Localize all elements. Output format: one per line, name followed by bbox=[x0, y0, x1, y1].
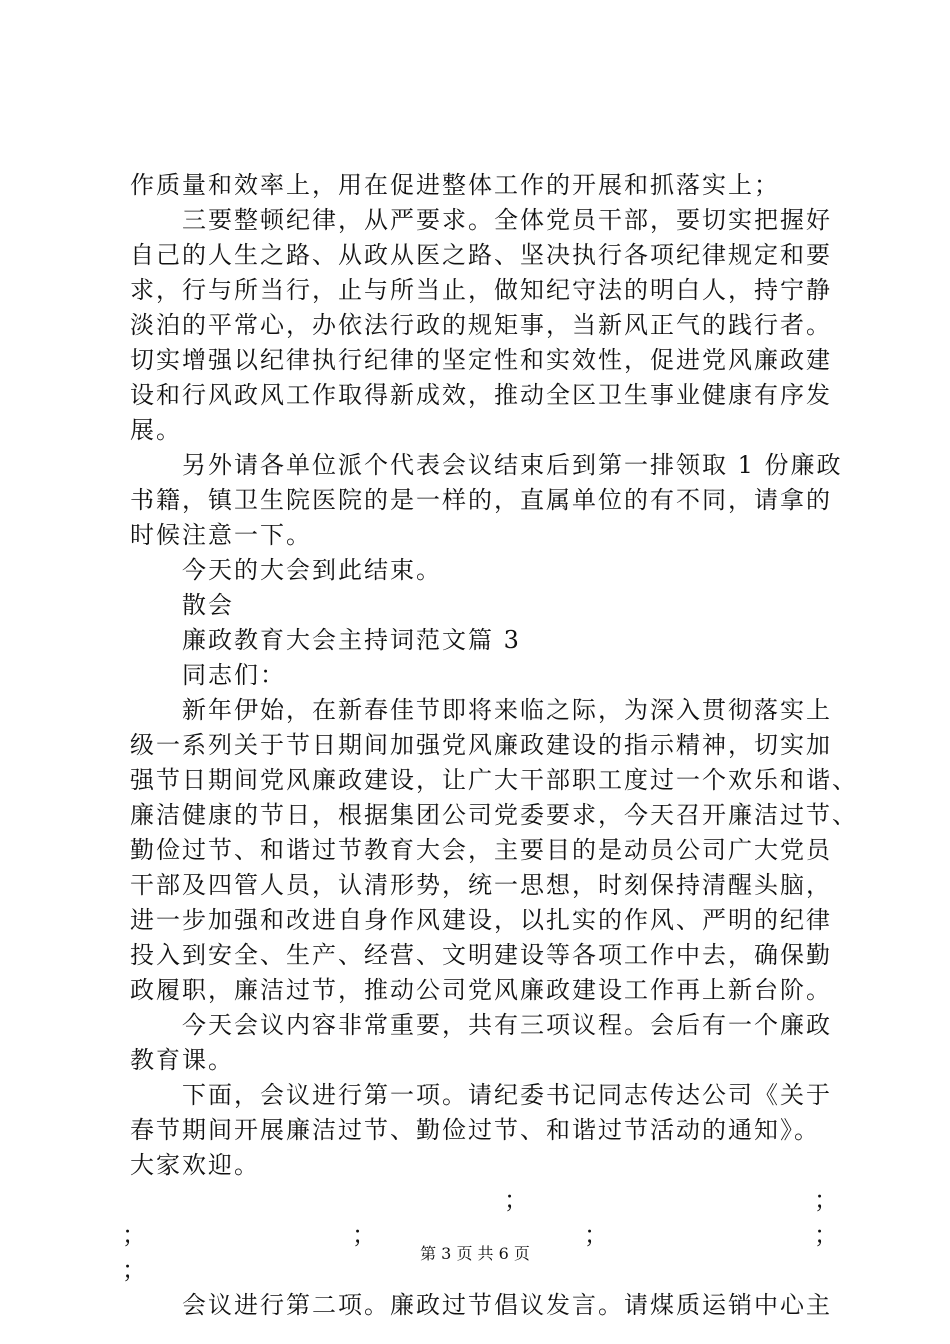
text-line: 春节期间开展廉洁过节、勤俭过节、和谐过节活动的通知》。 bbox=[130, 1116, 820, 1144]
text-line: 淡泊的平常心，办依法行政的规矩事，当新风正气的践行者。 bbox=[130, 311, 832, 339]
page-number-footer: 第 3 页 共 6 页 bbox=[420, 1244, 530, 1263]
text-line: 勤俭过节、和谐过节教育大会，主要目的是动员公司广大党员 bbox=[130, 836, 832, 864]
text-line: 大家欢迎。 bbox=[130, 1151, 260, 1179]
text-line: 下面，会议进行第一项。请纪委书记同志传达公司《关于 bbox=[130, 1081, 832, 1109]
semicolon-mark: ； bbox=[122, 1221, 146, 1249]
text-line: 会议进行第二项。廉政过节倡议发言。请煤质运销中心主 bbox=[130, 1291, 832, 1319]
text-line: 今天的大会到此结束。 bbox=[130, 556, 442, 584]
text-line: 三要整顿纪律，从严要求。全体党员干部，要切实把握好 bbox=[130, 206, 832, 234]
text-line: 另外请各单位派个代表会议结束后到第一排领取 1 份廉政 bbox=[130, 451, 843, 479]
semicolon-mark: ； bbox=[352, 1221, 376, 1249]
semicolon-mark: ； bbox=[814, 1186, 838, 1214]
text-line: 自己的人生之路、从政从医之路、坚决执行各项纪律规定和要 bbox=[130, 241, 832, 269]
section-heading: 廉政教育大会主持词范文篇 3 bbox=[130, 626, 521, 654]
text-line: 切实增强以纪律执行纪律的坚定性和实效性，促进党风廉政建 bbox=[130, 346, 832, 374]
text-line: 投入到安全、生产、经营、文明建设等各项工作中去，确保勤 bbox=[130, 941, 832, 969]
semicolon-mark: ； bbox=[504, 1186, 528, 1214]
text-line: 级一系列关于节日期间加强党风廉政建设的指示精神，切实加 bbox=[130, 731, 832, 759]
text-line: 书籍，镇卫生院医院的是一样的，直属单位的有不同，请拿的 bbox=[130, 486, 832, 514]
text-line: 新年伊始，在新春佳节即将来临之际，为深入贯彻落实上 bbox=[130, 696, 832, 724]
semicolon-mark: ； bbox=[122, 1256, 146, 1284]
text-line: 展。 bbox=[130, 416, 182, 444]
text-line: 教育课。 bbox=[130, 1046, 234, 1074]
text-line: 今天会议内容非常重要，共有三项议程。会后有一个廉政 bbox=[130, 1011, 832, 1039]
text-line: 干部及四管人员，认清形势，统一思想，时刻保持清醒头脑， bbox=[130, 871, 832, 899]
semicolon-mark: ； bbox=[814, 1221, 838, 1249]
text-line: 时候注意一下。 bbox=[130, 521, 312, 549]
semicolon-row bbox=[130, 1183, 838, 1218]
text-line: 求，行与所当行，止与所当止，做知纪守法的明白人，持宁静 bbox=[130, 276, 832, 304]
text-line: 散会 bbox=[130, 591, 234, 619]
semicolon-mark: ； bbox=[584, 1221, 608, 1249]
text-line: 作质量和效率上，用在促进整体工作的开展和抓落实上； bbox=[130, 171, 780, 199]
text-line: 同志们： bbox=[130, 661, 286, 689]
text-line: 强节日期间党风廉政建设，让广大干部职工度过一个欢乐和谐、 bbox=[130, 766, 858, 794]
text-line: 进一步加强和改进自身作风建设，以扎实的作风、严明的纪律 bbox=[130, 906, 832, 934]
text-line: 设和行风政风工作取得新成效，推动全区卫生事业健康有序发 bbox=[130, 381, 832, 409]
text-line: 廉洁健康的节日，根据集团公司党委要求，今天召开廉洁过节、 bbox=[130, 801, 858, 829]
text-line: 政履职，廉洁过节，推动公司党风廉政建设工作再上新台阶。 bbox=[130, 976, 832, 1004]
document-body bbox=[122, 168, 858, 1323]
